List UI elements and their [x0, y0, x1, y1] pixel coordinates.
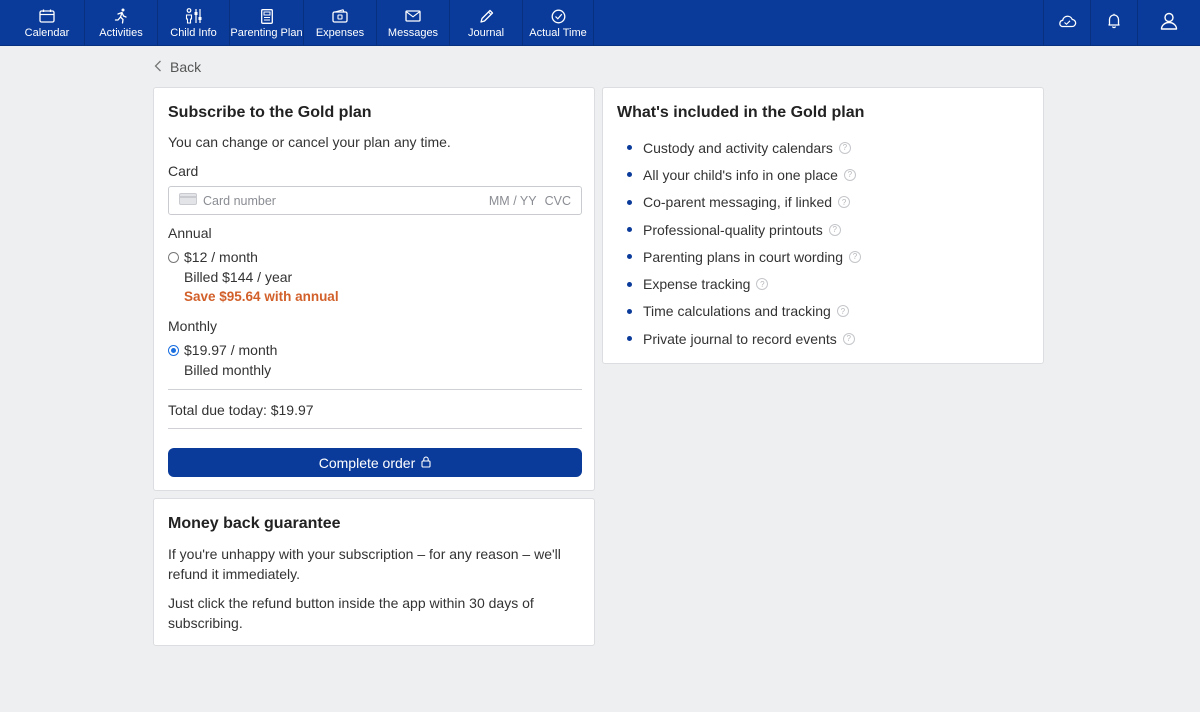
feature-label: All your child's info in one place	[643, 166, 838, 183]
subscribe-subtitle: You can change or cancel your plan any time.	[168, 134, 451, 150]
bell-icon	[1107, 13, 1121, 34]
complete-order-button[interactable]	[168, 448, 582, 477]
divider	[168, 428, 582, 429]
cvc-placeholder: CVC	[544, 193, 571, 208]
nav-item-actual-time[interactable]	[523, 0, 594, 46]
monthly-heading: Monthly	[168, 318, 218, 334]
bullet	[627, 227, 632, 232]
card-input[interactable]	[168, 186, 582, 215]
child-info-icon	[185, 8, 203, 24]
bullet	[627, 172, 632, 177]
nav-item-expenses[interactable]	[304, 0, 377, 46]
card-number-placeholder: Card number	[203, 193, 276, 208]
feature-label: Professional-quality printouts	[643, 221, 823, 238]
nav-label: Activities	[99, 27, 143, 39]
credit-card-icon	[179, 193, 197, 208]
wallet-icon	[332, 8, 348, 24]
cloud-icon	[1057, 14, 1077, 33]
bullet	[627, 200, 632, 205]
feature-list	[627, 134, 861, 352]
feature-label: Expense tracking	[643, 276, 751, 293]
monthly-billed: Billed monthly	[184, 362, 272, 378]
bullet	[627, 309, 632, 314]
user-icon	[1160, 12, 1178, 35]
included-card	[602, 87, 1044, 364]
annual-price: $12 / month	[184, 249, 258, 265]
expiry-placeholder: MM / YY	[488, 193, 537, 208]
list-item	[627, 134, 861, 161]
annual-radio[interactable]	[168, 252, 179, 263]
cloud-button[interactable]	[1043, 0, 1090, 46]
help-icon[interactable]: ?	[829, 224, 841, 236]
total-due: Total due today: $19.97	[168, 402, 314, 418]
bullet	[627, 336, 632, 341]
nav-item-journal[interactable]	[450, 0, 523, 46]
list-item	[627, 189, 861, 216]
back-label: Back	[170, 59, 202, 75]
calendar-icon	[39, 8, 55, 24]
nav-label: Parenting Plan	[230, 27, 303, 39]
bullet	[627, 282, 632, 287]
nav-label: Actual Time	[529, 27, 587, 39]
list-item	[627, 243, 861, 270]
top-nav	[0, 0, 1200, 46]
list-item	[627, 325, 861, 352]
nav-label: Messages	[387, 27, 439, 39]
list-item	[627, 216, 861, 243]
monthly-price: $19.97 / month	[184, 342, 278, 358]
lock-icon	[421, 455, 431, 471]
divider	[168, 389, 582, 390]
annual-heading: Annual	[168, 225, 212, 241]
nav-label: Expenses	[315, 27, 365, 39]
help-icon[interactable]: ?	[839, 142, 851, 154]
notifications-button[interactable]	[1090, 0, 1137, 46]
help-icon[interactable]: ?	[838, 196, 850, 208]
bullet	[627, 254, 632, 259]
monthly-radio[interactable]	[168, 345, 179, 356]
back-link[interactable]	[154, 58, 201, 76]
guarantee-card	[153, 498, 595, 646]
nav-item-calendar[interactable]	[10, 0, 85, 46]
card-label: Card	[168, 163, 199, 179]
annual-savings: Save $95.64 with annual	[184, 289, 339, 304]
included-title: What's included in the Gold plan	[617, 104, 865, 121]
feature-label: Custody and activity calendars	[643, 139, 833, 156]
guarantee-text-1: If you're unhappy with your subscription – for any reason – we'll refund it immediately.	[168, 546, 561, 582]
document-icon	[261, 8, 273, 24]
profile-button[interactable]	[1137, 0, 1200, 46]
feature-label: Parenting plans in court wording	[643, 248, 844, 265]
help-icon[interactable]: ?	[837, 305, 849, 317]
chevron-left-icon	[154, 59, 162, 75]
pencil-icon	[479, 8, 494, 24]
help-icon[interactable]: ?	[843, 333, 855, 345]
nav-item-child-info[interactable]	[158, 0, 230, 46]
subscribe-title: Subscribe to the Gold plan	[168, 104, 372, 121]
guarantee-title: Money back guarantee	[168, 515, 341, 532]
nav-item-messages[interactable]	[377, 0, 450, 46]
help-icon[interactable]: ?	[844, 169, 856, 181]
clock-icon	[551, 8, 566, 24]
nav-item-parenting-plan[interactable]	[230, 0, 304, 46]
annual-billed: Billed $144 / year	[184, 269, 293, 285]
nav-label: Child Info	[170, 27, 217, 39]
feature-label: Co-parent messaging, if linked	[643, 194, 833, 211]
feature-label: Private journal to record events	[643, 330, 837, 347]
list-item	[627, 298, 861, 325]
nav-label: Calendar	[24, 27, 70, 39]
help-icon[interactable]: ?	[849, 251, 861, 263]
nav-label: Journal	[467, 27, 505, 39]
envelope-icon	[405, 8, 421, 24]
guarantee-text-2: Just click the refund button inside the app within 30 days of subscribing.	[168, 595, 534, 631]
bullet	[627, 145, 632, 150]
list-item	[627, 270, 861, 297]
feature-label: Time calculations and tracking	[643, 303, 831, 320]
complete-order-label: Complete order	[318, 454, 416, 471]
runner-icon	[114, 8, 128, 24]
list-item	[627, 161, 861, 188]
subscribe-card	[153, 87, 595, 491]
nav-item-activities[interactable]	[85, 0, 158, 46]
help-icon[interactable]: ?	[756, 278, 768, 290]
